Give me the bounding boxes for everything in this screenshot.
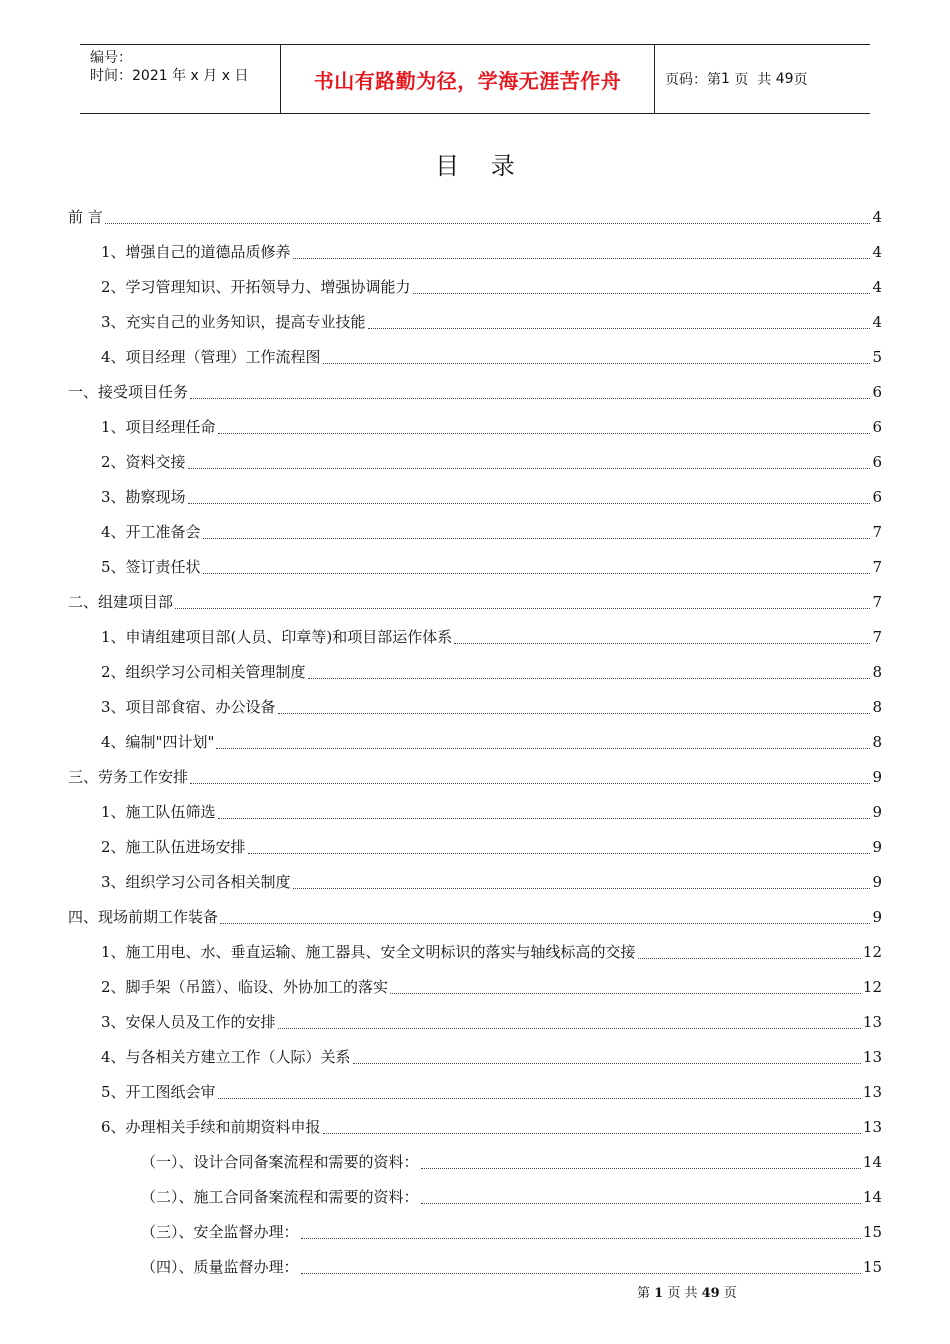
- toc-entry-text: 1、申请组建项目部(人员、印章等)和项目部运作体系: [101, 628, 453, 646]
- toc-entry-text: 2、资料交接: [101, 453, 186, 471]
- toc-entry-page: 9: [872, 907, 882, 926]
- footer-current-page: 1: [654, 1286, 664, 1301]
- toc-leader: [203, 569, 871, 574]
- toc-entry-text: 2、脚手架（吊篮）、临设、外协加工的落实: [101, 978, 389, 996]
- toc-entry[interactable]: [68, 444, 882, 479]
- toc-entry[interactable]: [68, 759, 882, 794]
- toc-leader: [218, 1094, 861, 1099]
- toc-entry-page: 9: [872, 767, 882, 786]
- toc-entry-text: 三、劳务工作安排: [68, 768, 189, 786]
- toc-entry-page: 6: [872, 452, 882, 471]
- toc-entry[interactable]: [68, 724, 882, 759]
- footer-prefix: 第: [637, 1286, 651, 1301]
- toc-leader: [323, 359, 871, 364]
- toc-entry[interactable]: [68, 549, 882, 584]
- toc-entry-page: 13: [862, 1117, 882, 1136]
- footer-total-pages: 49: [701, 1286, 720, 1301]
- toc-entry-page: 8: [872, 697, 882, 716]
- toc-leader: [293, 254, 871, 259]
- toc-leader: [390, 989, 861, 994]
- toc-entry-text: 4、与各相关方建立工作（人际）关系: [101, 1048, 351, 1066]
- toc-entry-text: 5、开工图纸会审: [101, 1083, 216, 1101]
- toc-entry-text: （一）、设计合同备案流程和需要的资料：: [141, 1153, 419, 1171]
- toc-entry-page: 4: [872, 242, 882, 261]
- toc-entry-text: 3、勘察现场: [101, 488, 186, 506]
- footer-mid: 页 共: [667, 1286, 698, 1301]
- toc-leader: [248, 849, 871, 854]
- toc-entry-page: 15: [862, 1222, 882, 1241]
- toc-entry[interactable]: [68, 1249, 882, 1284]
- page-code-total: 49: [775, 71, 794, 87]
- toc-entry-page: 12: [862, 942, 882, 961]
- toc-leader: [413, 289, 871, 294]
- toc-entry[interactable]: [68, 234, 882, 269]
- toc-entry[interactable]: [68, 1144, 882, 1179]
- toc-entry-page: 9: [872, 837, 882, 856]
- toc-entry[interactable]: [68, 794, 882, 829]
- toc-leader: [301, 1234, 861, 1239]
- toc-leader: [278, 709, 871, 714]
- toc-entry[interactable]: [68, 654, 882, 689]
- toc-entry[interactable]: [68, 514, 882, 549]
- toc-entry-page: 9: [872, 872, 882, 891]
- toc-entry[interactable]: [68, 339, 882, 374]
- toc-entry-text: 1、项目经理任命: [101, 418, 216, 436]
- toc-leader: [293, 884, 871, 889]
- toc-title: 目 录: [435, 152, 527, 180]
- toc-leader: [638, 954, 861, 959]
- toc-entry-text: 6、办理相关手续和前期资料申报: [101, 1118, 321, 1136]
- toc-entry-page: 4: [872, 277, 882, 296]
- toc-entry[interactable]: [68, 1109, 882, 1144]
- toc-entry-text: （二）、施工合同备案流程和需要的资料：: [141, 1188, 419, 1206]
- toc-entry[interactable]: [68, 1074, 882, 1109]
- page-code-mid: 页 共: [734, 72, 772, 88]
- page-footer: [637, 1282, 737, 1301]
- toc-entry-text: 二、组建项目部: [68, 593, 174, 611]
- toc-entry[interactable]: [68, 1004, 882, 1039]
- toc-entry-page: 7: [872, 522, 882, 541]
- number-label: 编号：: [90, 50, 132, 66]
- toc-entry-page: 4: [872, 207, 882, 226]
- page-code-current: 1: [721, 71, 730, 87]
- toc-entry-text: 5、签订责任状: [101, 558, 201, 576]
- toc-entry-page: 5: [872, 347, 882, 366]
- toc-entry[interactable]: [68, 304, 882, 339]
- toc-entry[interactable]: [68, 969, 882, 1004]
- toc-entry-page: 7: [872, 627, 882, 646]
- toc-entry-page: 13: [862, 1047, 882, 1066]
- toc-entry[interactable]: [68, 479, 882, 514]
- toc-leader: [188, 499, 871, 504]
- page-header: [80, 44, 870, 114]
- page-code-label: 页码：第: [665, 72, 721, 88]
- toc-leader: [278, 1024, 861, 1029]
- toc-entry-text: 一、接受项目任务: [68, 383, 189, 401]
- header-meta: [80, 45, 281, 113]
- toc-entry[interactable]: [68, 829, 882, 864]
- toc-entry[interactable]: [68, 409, 882, 444]
- toc-leader: [301, 1269, 861, 1274]
- toc-entry-page: 7: [872, 557, 882, 576]
- toc-entry[interactable]: [68, 689, 882, 724]
- toc-entry[interactable]: [68, 584, 882, 619]
- toc-entry[interactable]: [68, 864, 882, 899]
- toc-leader: [454, 639, 870, 644]
- toc-entry[interactable]: [68, 619, 882, 654]
- footer-suffix: 页: [723, 1286, 737, 1301]
- toc-entry-text: 4、开工准备会: [101, 523, 201, 541]
- toc-leader: [218, 429, 871, 434]
- toc-leader: [220, 919, 870, 924]
- toc-entry[interactable]: [68, 1039, 882, 1074]
- toc-entry[interactable]: [68, 374, 882, 409]
- toc-entry[interactable]: [68, 1214, 882, 1249]
- time-label: 时间：2021 年 x 月 x 日: [90, 68, 249, 84]
- toc-entry-page: 9: [872, 802, 882, 821]
- toc-entry[interactable]: [68, 269, 882, 304]
- toc-entry-text: 3、项目部食宿、办公设备: [101, 698, 276, 716]
- toc-entry-text: （三）、安全监督办理：: [141, 1223, 299, 1241]
- toc-entry-text: 3、充实自己的业务知识，提高专业技能: [101, 313, 366, 331]
- toc-entry-page: 13: [862, 1012, 882, 1031]
- toc-entry-text: 4、编制"四计划": [101, 733, 215, 751]
- toc-entry-page: 14: [862, 1187, 882, 1206]
- toc-entry-text: 3、安保人员及工作的安排: [101, 1013, 276, 1031]
- header-page-code: [655, 45, 870, 113]
- toc-leader: [353, 1059, 861, 1064]
- toc-entry-page: 15: [862, 1257, 882, 1276]
- toc-leader: [216, 744, 870, 749]
- toc-leader: [218, 814, 871, 819]
- toc-leader: [323, 1129, 861, 1134]
- toc-entry[interactable]: [68, 899, 882, 934]
- toc-leader: [190, 779, 870, 784]
- header-motto: 书山有路勤为径，学海无涯苦作舟: [281, 45, 655, 113]
- toc-entry-text: 4、项目经理（管理）工作流程图: [101, 348, 321, 366]
- toc-entry[interactable]: [68, 1179, 882, 1214]
- toc-leader: [308, 674, 871, 679]
- toc-leader: [175, 604, 870, 609]
- toc-entry-text: 前 言: [68, 208, 103, 226]
- toc-leader: [421, 1164, 861, 1169]
- toc-entry-text: （四）、质量监督办理：: [141, 1258, 299, 1276]
- page-code-end: 页: [793, 72, 808, 88]
- toc-entry-page: 8: [872, 662, 882, 681]
- toc-entry-page: 12: [862, 977, 882, 996]
- toc-entry-text: 2、施工队伍进场安排: [101, 838, 246, 856]
- toc-leader: [190, 394, 870, 399]
- toc-entry-text: 1、施工用电、水、垂直运输、施工器具、安全文明标识的落实与轴线标高的交接: [101, 943, 636, 961]
- toc-entry-page: 8: [872, 732, 882, 751]
- toc-entry-page: 7: [872, 592, 882, 611]
- toc-entry-page: 13: [862, 1082, 882, 1101]
- toc-entry-text: 2、组织学习公司相关管理制度: [101, 663, 306, 681]
- toc-entry[interactable]: [68, 199, 882, 234]
- toc-leader: [421, 1199, 861, 1204]
- toc-entry[interactable]: [68, 934, 882, 969]
- toc-entry-page: 14: [862, 1152, 882, 1171]
- toc-entry-page: 6: [872, 382, 882, 401]
- toc-entry-text: 2、学习管理知识、开拓领导力、增强协调能力: [101, 278, 411, 296]
- table-of-contents: [68, 199, 882, 1284]
- toc-leader: [203, 534, 871, 539]
- toc-leader: [188, 464, 871, 469]
- toc-entry-page: 6: [872, 417, 882, 436]
- toc-entry-text: 1、增强自己的道德品质修养: [101, 243, 291, 261]
- toc-entry-text: 四、现场前期工作装备: [68, 908, 219, 926]
- toc-leader: [105, 219, 871, 224]
- toc-entry-text: 1、施工队伍筛选: [101, 803, 216, 821]
- toc-entry-page: 6: [872, 487, 882, 506]
- toc-entry-page: 4: [872, 312, 882, 331]
- toc-leader: [368, 324, 871, 329]
- toc-entry-text: 3、组织学习公司各相关制度: [101, 873, 291, 891]
